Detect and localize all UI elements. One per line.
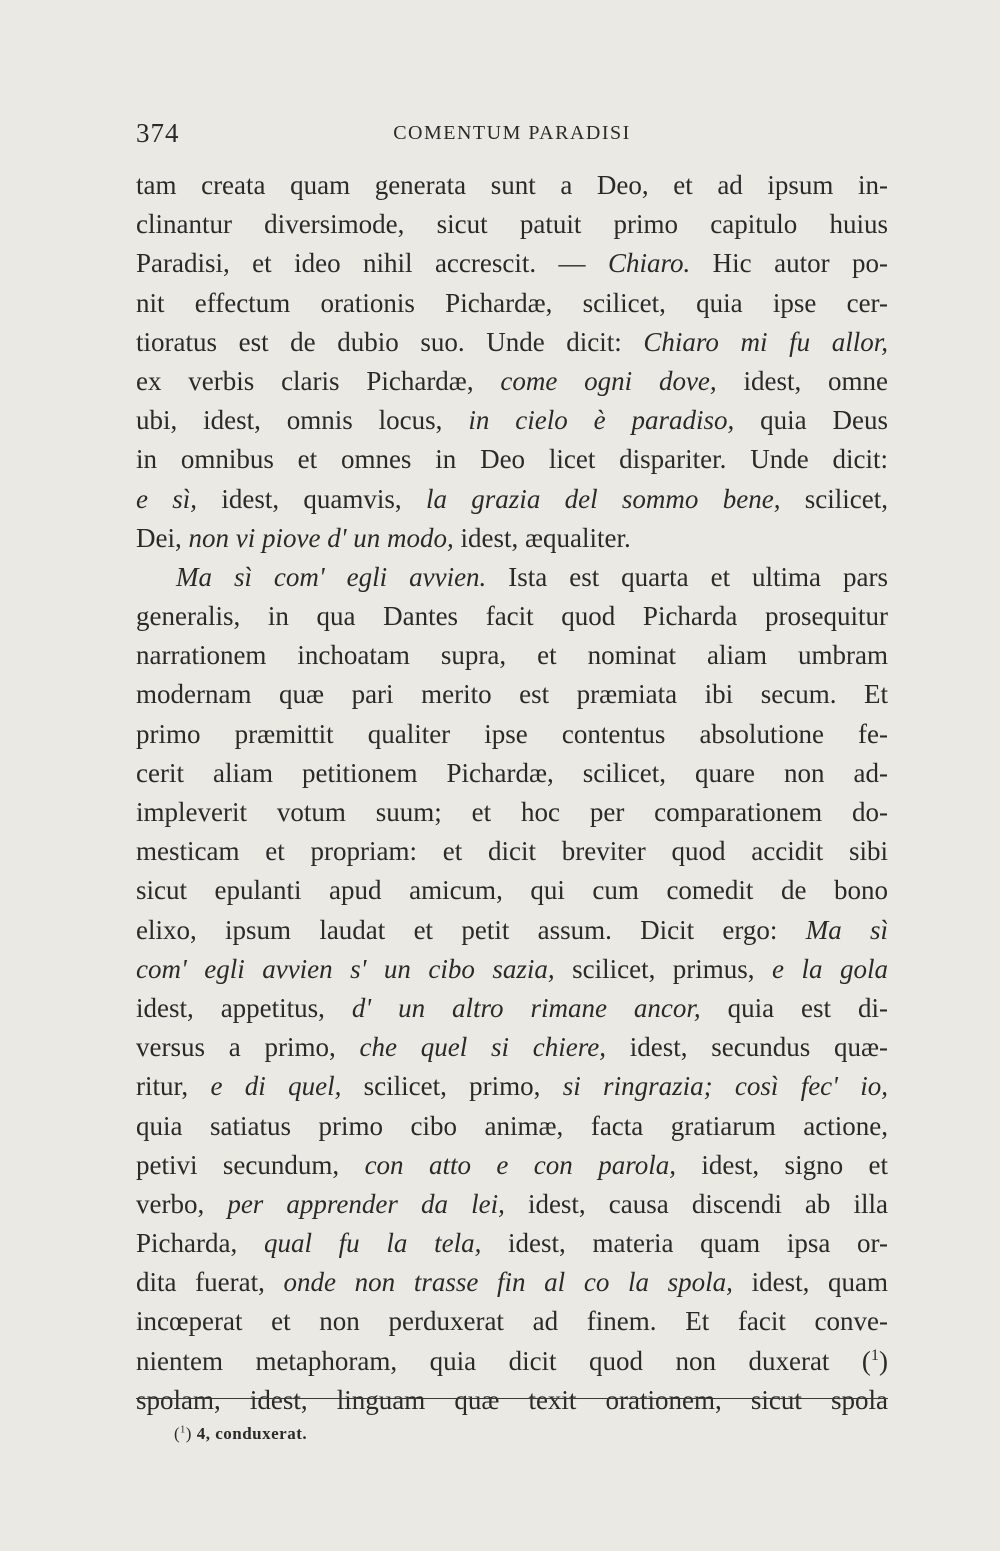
text-segment: incœperat et non perduxerat ad finem. Et facit conve- xyxy=(136,1306,888,1337)
text-line xyxy=(136,440,888,479)
text-line xyxy=(136,284,888,323)
footnote-divider xyxy=(136,1398,888,1399)
italic-segment: d' un altro rimane ancor, xyxy=(351,992,701,1023)
text-segment: scilicet, xyxy=(780,483,888,514)
text-segment: idest, secundus quæ- xyxy=(605,1032,888,1063)
text-segment: Dei, xyxy=(136,522,189,553)
text-segment: ) xyxy=(879,1345,888,1376)
text-segment: quia est di- xyxy=(700,992,888,1023)
text-segment: elixo, ipsum laudat et petit assum. Dicit ergo: xyxy=(136,914,806,945)
text-line xyxy=(136,205,888,244)
text-segment: idest, appetitus, xyxy=(136,992,352,1023)
text-segment: idest, causa discendi ab illa xyxy=(504,1188,888,1219)
text-segment: nientem metaphoram, quia dicit quod non duxerat ( xyxy=(136,1345,871,1376)
text-line xyxy=(136,754,888,793)
italic-segment: com' egli avvien s' un cibo sazia, xyxy=(136,953,555,984)
text-line xyxy=(136,1107,888,1146)
text-segment: idest, æqualiter. xyxy=(453,522,631,553)
text-segment: scilicet, primo, xyxy=(341,1071,563,1102)
footnote xyxy=(174,1424,307,1444)
text-line xyxy=(136,519,888,558)
italic-segment: qual fu la tela, xyxy=(263,1228,482,1259)
text-line xyxy=(136,1224,888,1263)
text-segment: narrationem inchoatam supra, et nominat aliam umbram xyxy=(136,640,888,671)
italic-segment: e di quel, xyxy=(210,1071,342,1102)
text-segment: tioratus est de dubio suo. Unde dicit: xyxy=(136,326,644,357)
text-segment: sicut epulanti apud amicum, qui cum comedit de bono xyxy=(136,875,888,906)
text-line xyxy=(136,989,888,1028)
text-line xyxy=(136,1263,888,1302)
text-segment: in omnibus et omnes in Deo licet dispariter. Unde dicit: xyxy=(136,444,888,475)
italic-segment: non vi piove d' un modo, xyxy=(188,522,454,553)
text-segment: clinantur diversimode, sicut patuit primo capitulo huius xyxy=(136,209,888,240)
italic-segment: Ma sì xyxy=(805,914,888,945)
text-line xyxy=(136,244,888,283)
page-header xyxy=(136,118,888,158)
text-line xyxy=(136,401,888,440)
text-line xyxy=(136,1067,888,1106)
text-segment: impleverit votum suum; et hoc per comparationem do- xyxy=(136,797,888,827)
text-segment: idest, quamvis, xyxy=(197,483,426,514)
text-line xyxy=(136,1381,888,1420)
text-segment: ritur, xyxy=(136,1071,211,1102)
text-line xyxy=(136,323,888,362)
text-segment: idest, quam xyxy=(732,1267,888,1298)
text-line xyxy=(136,636,888,675)
text-segment: ubi, idest, omnis locus, xyxy=(136,405,469,436)
footnote-text: 4, conduxerat. xyxy=(196,1424,308,1443)
text-segment: idest, materia quam ipsa or- xyxy=(481,1228,888,1259)
text-line xyxy=(136,166,888,205)
text-line xyxy=(136,1342,888,1381)
italic-segment: Ma sì com' egli avvien. xyxy=(176,561,487,592)
text-segment: Picharda, xyxy=(136,1228,264,1259)
text-line xyxy=(136,911,888,950)
text-line xyxy=(136,480,888,519)
text-line xyxy=(136,1302,888,1341)
italic-segment: e sì, xyxy=(136,483,198,514)
text-segment: dita fuerat, xyxy=(136,1267,284,1298)
text-line xyxy=(136,715,888,754)
italic-segment: Chiaro. xyxy=(607,248,691,279)
text-segment: Paradisi, et ideo nihil accrescit. — xyxy=(136,248,608,279)
text-line xyxy=(136,675,888,714)
text-segment: quia Deus xyxy=(734,405,888,436)
italic-segment: come ogni dove, xyxy=(500,365,717,396)
footnote-reference: 1 xyxy=(870,1345,879,1364)
body-text xyxy=(136,166,888,1420)
italic-segment: con atto e con parola, xyxy=(364,1149,676,1180)
text-segment: idest, omne xyxy=(716,365,888,396)
running-title: COMENTUM PARADISI xyxy=(393,122,631,144)
italic-segment: Chiaro mi fu allor, xyxy=(643,326,888,357)
text-segment: petivi secundum, xyxy=(136,1149,365,1180)
italic-segment: si ringrazia; così fec' io, xyxy=(562,1071,888,1102)
text-segment: scilicet, primus, xyxy=(554,953,773,984)
text-segment: tam creata quam generata sunt a Deo, et ad ipsum in- xyxy=(136,170,888,200)
text-line xyxy=(136,950,888,989)
italic-segment: in cielo è paradiso, xyxy=(468,405,735,436)
text-segment: ex verbis claris Pichardæ, xyxy=(136,365,501,396)
italic-segment: che quel si chiere, xyxy=(359,1032,606,1063)
text-segment: spolam, idest, linguam quæ texit orationem, sicut spola xyxy=(136,1384,888,1415)
text-line xyxy=(136,558,888,597)
text-line xyxy=(136,362,888,401)
text-line xyxy=(136,832,888,871)
text-line xyxy=(136,871,888,910)
italic-segment: per apprender da lei, xyxy=(227,1188,505,1219)
text-segment: cerit aliam petitionem Pichardæ, scilicet, quare non ad- xyxy=(136,757,888,788)
text-segment: modernam quæ pari merito est præmiata ibi secum. Et xyxy=(136,679,888,710)
text-line xyxy=(136,1028,888,1067)
footnote-marker-close: ) xyxy=(185,1424,192,1443)
text-segment: verbo, xyxy=(136,1188,228,1219)
text-line xyxy=(136,1185,888,1224)
italic-segment: onde non trasse fin al co la spola, xyxy=(283,1267,733,1298)
text-line xyxy=(136,597,888,636)
text-segment: idest, signo et xyxy=(675,1149,888,1180)
footnote-marker-number: 1 xyxy=(180,1424,186,1436)
text-segment: generalis, in qua Dantes facit quod Picharda prosequitur xyxy=(136,601,888,632)
text-line xyxy=(136,1146,888,1185)
italic-segment: e la gola xyxy=(772,953,888,984)
text-segment: primo præmittit qualiter ipse contentus absolutione fe- xyxy=(136,718,888,749)
text-segment: mesticam et propriam: et dicit breviter quod accidit sibi xyxy=(136,836,888,867)
text-segment: versus a primo, xyxy=(136,1032,360,1063)
text-segment: quia satiatus primo cibo animæ, facta gratiarum actione, xyxy=(136,1110,888,1141)
page-number: 374 xyxy=(136,118,180,148)
text-line xyxy=(136,793,888,832)
footnote-marker-open: ( xyxy=(174,1424,181,1443)
italic-segment: la grazia del sommo bene, xyxy=(425,483,781,514)
text-segment: nit effectum orationis Pichardæ, scilicet, quia ipse cer- xyxy=(136,287,888,318)
text-segment: Ista est quarta et ultima pars xyxy=(486,561,888,592)
text-segment: Hic autor po- xyxy=(690,248,888,279)
